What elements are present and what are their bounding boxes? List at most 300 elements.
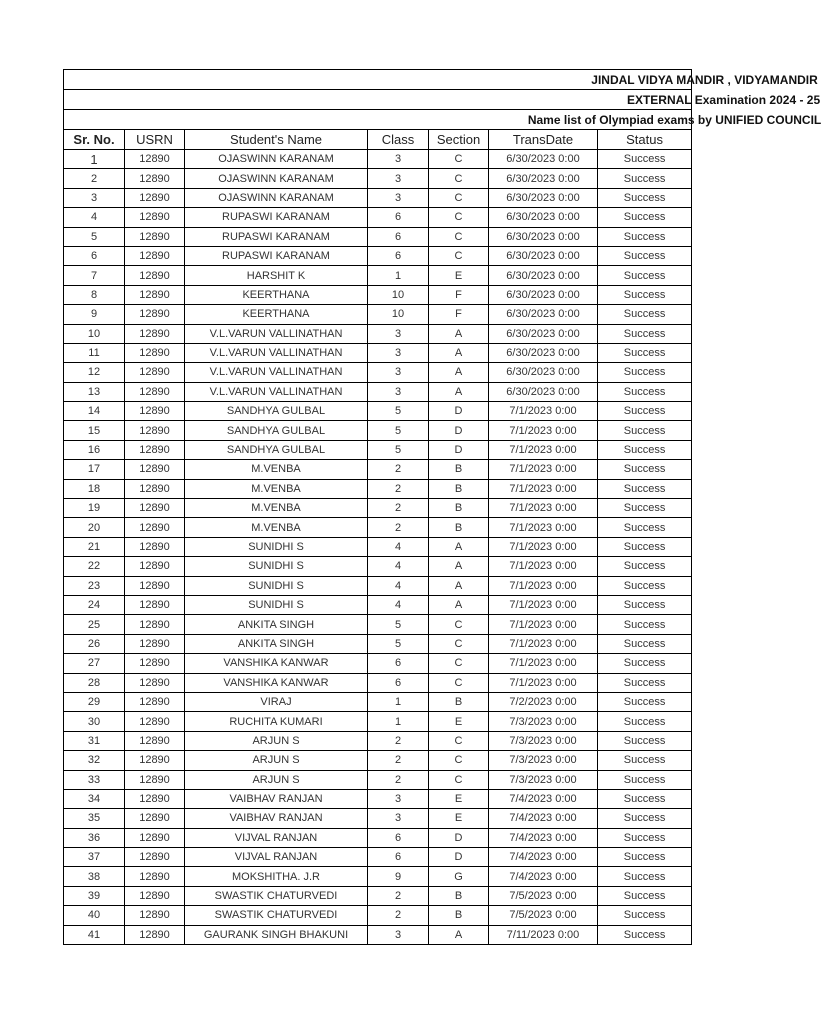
- section-cell: D: [429, 828, 489, 847]
- table-row: [64, 266, 692, 285]
- transdate-cell: 6/30/2023 0:00: [489, 266, 598, 285]
- student-name-cell: ARJUN S: [185, 751, 368, 770]
- list-title: Name list of Olympiad exams by UNIFIED COUNCIL: [527, 112, 821, 127]
- transdate-cell: 6/30/2023 0:00: [489, 188, 598, 207]
- sr-no-cell: 1: [64, 150, 125, 169]
- table-row: [64, 285, 692, 304]
- class-cell: 6: [368, 246, 429, 265]
- transdate-cell: 6/30/2023 0:00: [489, 169, 598, 188]
- table-row: [64, 886, 692, 905]
- class-cell: 6: [368, 227, 429, 246]
- sr-no-cell: 35: [64, 809, 125, 828]
- sr-no-cell: 29: [64, 692, 125, 711]
- sr-no-cell: 18: [64, 479, 125, 498]
- transdate-cell: 6/30/2023 0:00: [489, 343, 598, 362]
- sr-no-cell: 17: [64, 460, 125, 479]
- header-section: Section: [429, 130, 489, 150]
- status-cell: Success: [598, 188, 692, 207]
- usrn-cell: 12890: [125, 460, 185, 479]
- sr-no-cell: 31: [64, 731, 125, 750]
- sr-no-cell: 30: [64, 712, 125, 731]
- table-row: [64, 518, 692, 537]
- section-cell: B: [429, 906, 489, 925]
- class-cell: 4: [368, 576, 429, 595]
- sr-no-cell: 38: [64, 867, 125, 886]
- table-row: [64, 576, 692, 595]
- transdate-cell: 6/30/2023 0:00: [489, 227, 598, 246]
- usrn-cell: 12890: [125, 654, 185, 673]
- table-row: [64, 867, 692, 886]
- usrn-cell: 12890: [125, 440, 185, 459]
- sr-no-cell: 10: [64, 324, 125, 343]
- class-cell: 6: [368, 828, 429, 847]
- transdate-cell: 7/3/2023 0:00: [489, 712, 598, 731]
- table-row: [64, 227, 692, 246]
- usrn-cell: 12890: [125, 343, 185, 362]
- class-cell: 5: [368, 440, 429, 459]
- student-name-cell: V.L.VARUN VALLINATHAN: [185, 324, 368, 343]
- status-cell: Success: [598, 595, 692, 614]
- usrn-cell: 12890: [125, 886, 185, 905]
- student-name-cell: RUPASWI KARANAM: [185, 208, 368, 227]
- student-name-cell: SUNIDHI S: [185, 595, 368, 614]
- class-cell: 2: [368, 886, 429, 905]
- student-name-cell: OJASWINN KARANAM: [185, 150, 368, 169]
- transdate-cell: 7/1/2023 0:00: [489, 499, 598, 518]
- transdate-cell: 7/4/2023 0:00: [489, 809, 598, 828]
- transdate-cell: 6/30/2023 0:00: [489, 305, 598, 324]
- class-cell: 3: [368, 363, 429, 382]
- status-cell: Success: [598, 305, 692, 324]
- section-cell: A: [429, 363, 489, 382]
- table-row: [64, 479, 692, 498]
- transdate-cell: 7/1/2023 0:00: [489, 460, 598, 479]
- sr-no-cell: 39: [64, 886, 125, 905]
- usrn-cell: 12890: [125, 227, 185, 246]
- sr-no-cell: 14: [64, 402, 125, 421]
- header-transdate: TransDate: [489, 130, 598, 150]
- usrn-cell: 12890: [125, 188, 185, 207]
- transdate-cell: 7/1/2023 0:00: [489, 673, 598, 692]
- status-cell: Success: [598, 770, 692, 789]
- section-cell: A: [429, 324, 489, 343]
- transdate-cell: 7/2/2023 0:00: [489, 692, 598, 711]
- section-cell: C: [429, 673, 489, 692]
- sr-no-cell: 13: [64, 382, 125, 401]
- section-cell: C: [429, 169, 489, 188]
- class-cell: 2: [368, 518, 429, 537]
- status-cell: Success: [598, 654, 692, 673]
- section-cell: C: [429, 770, 489, 789]
- sr-no-cell: 25: [64, 615, 125, 634]
- table-row: [64, 537, 692, 556]
- table-row: [64, 731, 692, 750]
- sr-no-cell: 32: [64, 751, 125, 770]
- sr-no-cell: 26: [64, 634, 125, 653]
- transdate-cell: 7/1/2023 0:00: [489, 595, 598, 614]
- class-cell: 5: [368, 634, 429, 653]
- section-cell: E: [429, 712, 489, 731]
- student-name-cell: SWASTIK CHATURVEDI: [185, 886, 368, 905]
- student-name-cell: SUNIDHI S: [185, 576, 368, 595]
- section-cell: C: [429, 634, 489, 653]
- section-cell: C: [429, 188, 489, 207]
- table-row: [64, 789, 692, 808]
- usrn-cell: 12890: [125, 479, 185, 498]
- status-cell: Success: [598, 324, 692, 343]
- status-cell: Success: [598, 246, 692, 265]
- usrn-cell: 12890: [125, 809, 185, 828]
- status-cell: Success: [598, 615, 692, 634]
- table-row: [64, 188, 692, 207]
- student-name-cell: VANSHIKA KANWAR: [185, 654, 368, 673]
- class-cell: 6: [368, 673, 429, 692]
- section-cell: D: [429, 848, 489, 867]
- transdate-cell: 7/1/2023 0:00: [489, 537, 598, 556]
- student-name-cell: OJASWINN KARANAM: [185, 169, 368, 188]
- class-cell: 9: [368, 867, 429, 886]
- sr-no-cell: 21: [64, 537, 125, 556]
- class-cell: 1: [368, 266, 429, 285]
- status-cell: Success: [598, 382, 692, 401]
- transdate-cell: 7/1/2023 0:00: [489, 479, 598, 498]
- transdate-cell: 6/30/2023 0:00: [489, 363, 598, 382]
- status-cell: Success: [598, 712, 692, 731]
- sr-no-cell: 11: [64, 343, 125, 362]
- sr-no-cell: 40: [64, 906, 125, 925]
- section-cell: D: [429, 421, 489, 440]
- student-name-cell: KEERTHANA: [185, 285, 368, 304]
- section-cell: C: [429, 615, 489, 634]
- transdate-cell: 6/30/2023 0:00: [489, 324, 598, 343]
- student-name-cell: VANSHIKA KANWAR: [185, 673, 368, 692]
- section-cell: A: [429, 557, 489, 576]
- sr-no-cell: 3: [64, 188, 125, 207]
- exam-title: EXTERNAL Examination 2024 - 25: [626, 92, 821, 107]
- student-name-cell: M.VENBA: [185, 518, 368, 537]
- sr-no-cell: 37: [64, 848, 125, 867]
- sr-no-cell: 15: [64, 421, 125, 440]
- usrn-cell: 12890: [125, 906, 185, 925]
- usrn-cell: 12890: [125, 285, 185, 304]
- class-cell: 2: [368, 731, 429, 750]
- usrn-cell: 12890: [125, 246, 185, 265]
- usrn-cell: 12890: [125, 595, 185, 614]
- student-name-cell: SANDHYA GULBAL: [185, 402, 368, 421]
- transdate-cell: 7/1/2023 0:00: [489, 576, 598, 595]
- class-cell: 3: [368, 188, 429, 207]
- class-cell: 2: [368, 770, 429, 789]
- list-title-row: [64, 110, 821, 130]
- section-cell: F: [429, 305, 489, 324]
- transdate-cell: 6/30/2023 0:00: [489, 382, 598, 401]
- status-cell: Success: [598, 169, 692, 188]
- student-name-cell: SUNIDHI S: [185, 557, 368, 576]
- student-name-cell: RUPASWI KARANAM: [185, 227, 368, 246]
- sr-no-cell: 22: [64, 557, 125, 576]
- class-cell: 4: [368, 537, 429, 556]
- section-cell: A: [429, 343, 489, 362]
- class-cell: 5: [368, 615, 429, 634]
- sr-no-cell: 5: [64, 227, 125, 246]
- sr-no-cell: 12: [64, 363, 125, 382]
- usrn-cell: 12890: [125, 925, 185, 944]
- usrn-cell: 12890: [125, 751, 185, 770]
- table-row: [64, 692, 692, 711]
- table-row: [64, 925, 692, 944]
- status-cell: Success: [598, 402, 692, 421]
- section-cell: F: [429, 285, 489, 304]
- student-name-cell: ANKITA SINGH: [185, 615, 368, 634]
- table-row: [64, 770, 692, 789]
- status-cell: Success: [598, 208, 692, 227]
- usrn-cell: 12890: [125, 169, 185, 188]
- usrn-cell: 12890: [125, 673, 185, 692]
- student-name-cell: M.VENBA: [185, 499, 368, 518]
- section-cell: E: [429, 266, 489, 285]
- status-cell: Success: [598, 673, 692, 692]
- status-cell: Success: [598, 518, 692, 537]
- transdate-cell: 7/4/2023 0:00: [489, 867, 598, 886]
- student-name-cell: VAIBHAV RANJAN: [185, 809, 368, 828]
- section-cell: C: [429, 150, 489, 169]
- header-sr-no: Sr. No.: [64, 130, 125, 150]
- student-name-cell: SANDHYA GULBAL: [185, 440, 368, 459]
- sr-no-cell: 41: [64, 925, 125, 944]
- student-name-cell: M.VENBA: [185, 479, 368, 498]
- sr-no-cell: 7: [64, 266, 125, 285]
- class-cell: 5: [368, 402, 429, 421]
- sr-no-cell: 23: [64, 576, 125, 595]
- table-row: [64, 595, 692, 614]
- table-row: [64, 499, 692, 518]
- usrn-cell: 12890: [125, 576, 185, 595]
- table-row: [64, 557, 692, 576]
- sr-no-cell: 27: [64, 654, 125, 673]
- class-cell: 3: [368, 382, 429, 401]
- section-cell: A: [429, 382, 489, 401]
- status-cell: Success: [598, 576, 692, 595]
- status-cell: Success: [598, 886, 692, 905]
- header-status: Status: [598, 130, 692, 150]
- sr-no-cell: 34: [64, 789, 125, 808]
- usrn-cell: 12890: [125, 150, 185, 169]
- student-name-cell: ANKITA SINGH: [185, 634, 368, 653]
- student-name-cell: GAURANK SINGH BHAKUNI: [185, 925, 368, 944]
- usrn-cell: 12890: [125, 789, 185, 808]
- transdate-cell: 7/4/2023 0:00: [489, 789, 598, 808]
- header-student-name: Student's Name: [185, 130, 368, 150]
- transdate-cell: 7/1/2023 0:00: [489, 654, 598, 673]
- class-cell: 3: [368, 789, 429, 808]
- section-cell: A: [429, 925, 489, 944]
- transdate-cell: 6/30/2023 0:00: [489, 246, 598, 265]
- status-cell: Success: [598, 479, 692, 498]
- usrn-cell: 12890: [125, 828, 185, 847]
- section-cell: C: [429, 654, 489, 673]
- class-cell: 2: [368, 906, 429, 925]
- class-cell: 1: [368, 692, 429, 711]
- student-name-cell: VAIBHAV RANJAN: [185, 789, 368, 808]
- section-cell: A: [429, 576, 489, 595]
- status-cell: Success: [598, 848, 692, 867]
- usrn-cell: 12890: [125, 402, 185, 421]
- table-row: [64, 828, 692, 847]
- class-cell: 10: [368, 285, 429, 304]
- usrn-cell: 12890: [125, 557, 185, 576]
- section-cell: B: [429, 692, 489, 711]
- transdate-cell: 7/5/2023 0:00: [489, 886, 598, 905]
- transdate-cell: 7/3/2023 0:00: [489, 751, 598, 770]
- sr-no-cell: 28: [64, 673, 125, 692]
- student-name-cell: HARSHIT K: [185, 266, 368, 285]
- table-row: [64, 615, 692, 634]
- status-cell: Success: [598, 867, 692, 886]
- usrn-cell: 12890: [125, 382, 185, 401]
- sr-no-cell: 6: [64, 246, 125, 265]
- transdate-cell: 6/30/2023 0:00: [489, 150, 598, 169]
- class-cell: 6: [368, 654, 429, 673]
- student-name-cell: KEERTHANA: [185, 305, 368, 324]
- status-cell: Success: [598, 537, 692, 556]
- section-cell: D: [429, 440, 489, 459]
- section-cell: C: [429, 246, 489, 265]
- transdate-cell: 7/1/2023 0:00: [489, 615, 598, 634]
- section-cell: A: [429, 537, 489, 556]
- transdate-cell: 6/30/2023 0:00: [489, 208, 598, 227]
- status-cell: Success: [598, 925, 692, 944]
- status-cell: Success: [598, 266, 692, 285]
- status-cell: Success: [598, 692, 692, 711]
- class-cell: 3: [368, 809, 429, 828]
- table-row: [64, 246, 692, 265]
- class-cell: 3: [368, 150, 429, 169]
- sr-no-cell: 2: [64, 169, 125, 188]
- usrn-cell: 12890: [125, 615, 185, 634]
- class-cell: 1: [368, 712, 429, 731]
- student-name-cell: SWASTIK CHATURVEDI: [185, 906, 368, 925]
- usrn-cell: 12890: [125, 867, 185, 886]
- student-name-cell: V.L.VARUN VALLINATHAN: [185, 363, 368, 382]
- usrn-cell: 12890: [125, 266, 185, 285]
- usrn-cell: 12890: [125, 848, 185, 867]
- header-class: Class: [368, 130, 429, 150]
- table-row: [64, 421, 692, 440]
- class-cell: 5: [368, 421, 429, 440]
- class-cell: 3: [368, 169, 429, 188]
- table-row: [64, 654, 692, 673]
- school-name: JINDAL VIDYA MANDIR , VIDYAMANDIR: [591, 72, 818, 87]
- usrn-cell: 12890: [125, 324, 185, 343]
- section-cell: C: [429, 208, 489, 227]
- section-cell: C: [429, 751, 489, 770]
- table-row: [64, 169, 692, 188]
- section-cell: E: [429, 809, 489, 828]
- section-cell: C: [429, 227, 489, 246]
- student-name-cell: RUCHITA KUMARI: [185, 712, 368, 731]
- student-name-cell: VIJVAL RANJAN: [185, 848, 368, 867]
- class-cell: 6: [368, 208, 429, 227]
- section-cell: C: [429, 731, 489, 750]
- student-name-cell: VIRAJ: [185, 692, 368, 711]
- class-cell: 3: [368, 343, 429, 362]
- status-cell: Success: [598, 499, 692, 518]
- sr-no-cell: 24: [64, 595, 125, 614]
- transdate-cell: 7/1/2023 0:00: [489, 634, 598, 653]
- student-name-cell: OJASWINN KARANAM: [185, 188, 368, 207]
- transdate-cell: 6/30/2023 0:00: [489, 285, 598, 304]
- student-name-cell: RUPASWI KARANAM: [185, 246, 368, 265]
- table-body: [64, 150, 692, 945]
- transdate-cell: 7/1/2023 0:00: [489, 440, 598, 459]
- section-cell: B: [429, 518, 489, 537]
- student-name-cell: M.VENBA: [185, 460, 368, 479]
- transdate-cell: 7/11/2023 0:00: [489, 925, 598, 944]
- transdate-cell: 7/4/2023 0:00: [489, 828, 598, 847]
- table-row: [64, 382, 692, 401]
- status-cell: Success: [598, 557, 692, 576]
- status-cell: Success: [598, 440, 692, 459]
- table-row: [64, 208, 692, 227]
- usrn-cell: 12890: [125, 770, 185, 789]
- table-row: [64, 324, 692, 343]
- column-header-row: [64, 130, 692, 150]
- sr-no-cell: 4: [64, 208, 125, 227]
- transdate-cell: 7/1/2023 0:00: [489, 402, 598, 421]
- class-cell: 4: [368, 595, 429, 614]
- status-cell: Success: [598, 751, 692, 770]
- student-name-cell: MOKSHITHA. J.R: [185, 867, 368, 886]
- student-name-cell: V.L.VARUN VALLINATHAN: [185, 343, 368, 362]
- class-cell: 3: [368, 925, 429, 944]
- sr-no-cell: 20: [64, 518, 125, 537]
- section-cell: B: [429, 479, 489, 498]
- class-cell: 2: [368, 499, 429, 518]
- transdate-cell: 7/1/2023 0:00: [489, 557, 598, 576]
- section-cell: G: [429, 867, 489, 886]
- usrn-cell: 12890: [125, 363, 185, 382]
- table-row: [64, 305, 692, 324]
- section-cell: B: [429, 460, 489, 479]
- usrn-cell: 12890: [125, 499, 185, 518]
- class-cell: 3: [368, 324, 429, 343]
- usrn-cell: 12890: [125, 731, 185, 750]
- class-cell: 2: [368, 479, 429, 498]
- usrn-cell: 12890: [125, 712, 185, 731]
- section-cell: B: [429, 499, 489, 518]
- usrn-cell: 12890: [125, 208, 185, 227]
- sr-no-cell: 33: [64, 770, 125, 789]
- status-cell: Success: [598, 809, 692, 828]
- status-cell: Success: [598, 227, 692, 246]
- table-row: [64, 150, 692, 169]
- table-row: [64, 460, 692, 479]
- student-name-cell: V.L.VARUN VALLINATHAN: [185, 382, 368, 401]
- status-cell: Success: [598, 731, 692, 750]
- section-cell: E: [429, 789, 489, 808]
- usrn-cell: 12890: [125, 518, 185, 537]
- transdate-cell: 7/4/2023 0:00: [489, 848, 598, 867]
- transdate-cell: 7/1/2023 0:00: [489, 518, 598, 537]
- status-cell: Success: [598, 460, 692, 479]
- status-cell: Success: [598, 343, 692, 362]
- class-cell: 2: [368, 460, 429, 479]
- sr-no-cell: 8: [64, 285, 125, 304]
- student-name-cell: ARJUN S: [185, 731, 368, 750]
- section-cell: D: [429, 402, 489, 421]
- table-row: [64, 751, 692, 770]
- transdate-cell: 7/3/2023 0:00: [489, 731, 598, 750]
